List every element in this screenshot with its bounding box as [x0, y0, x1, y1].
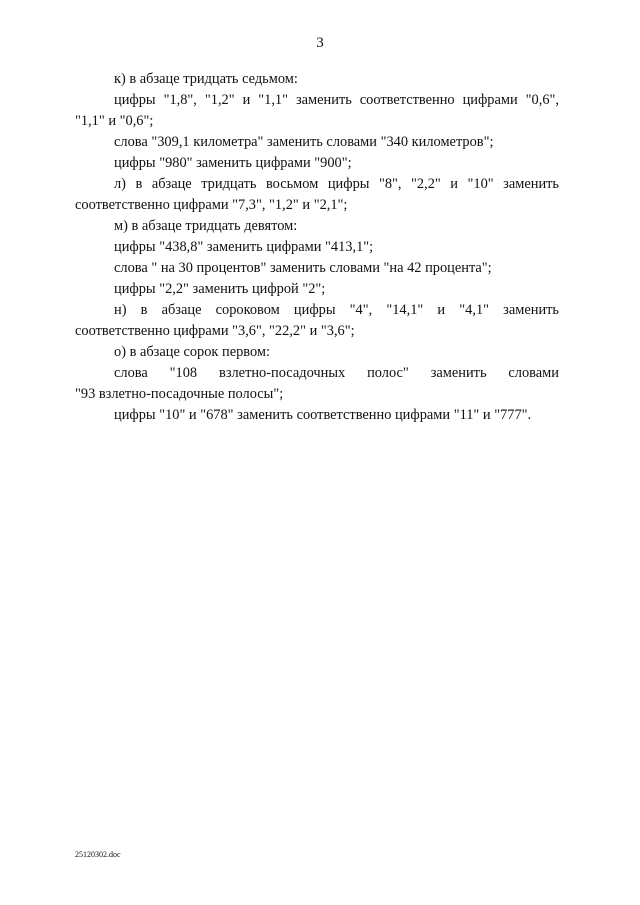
text-line-5: цифры "980" заменить цифрами "900";: [114, 155, 352, 171]
text-line-10: слова " на 30 процентов" заменить словами "на 42 процента";: [114, 260, 492, 276]
text-line-8: м) в абзаце тридцать девятом:: [114, 218, 298, 234]
text-line-14: о) в абзаце сорок первом:: [114, 344, 271, 360]
page-number: 3: [316, 35, 324, 51]
text-line-16: "93 взлетно-посадочные полосы";: [75, 386, 284, 402]
text-line-1: к) в абзаце тридцать седьмом:: [114, 71, 298, 87]
text-line-6: л) в абзаце тридцать восьмом цифры "8", "2,2" и "10" заменить: [114, 176, 559, 192]
text-line-2: цифры "1,8", "1,2" и "1,1" заменить соответственно цифрами "0,6",: [114, 92, 559, 108]
text-line-12: н) в абзаце сороковом цифры "4", "14,1" и "4,1" заменить: [114, 302, 559, 318]
text-line-17: цифры "10" и "678" заменить соответственно цифрами "11" и "777".: [114, 407, 532, 423]
text-line-13: соответственно цифрами "3,6", "22,2" и "3,6";: [75, 323, 355, 339]
text-line-15: слова "108 взлетно-посадочных полос" заменить словами: [114, 365, 559, 381]
text-line-7: соответственно цифрами "7,3", "1,2" и "2,1";: [75, 197, 348, 213]
text-line-3: "1,1" и "0,6";: [75, 113, 154, 129]
footer-filename: 25120302.doc: [75, 850, 121, 859]
text-line-4: слова "309,1 километра" заменить словами "340 километров";: [114, 134, 494, 150]
text-line-11: цифры "2,2" заменить цифрой "2";: [114, 281, 326, 297]
text-line-9: цифры "438,8" заменить цифрами "413,1";: [114, 239, 374, 255]
document-body: [75, 69, 559, 426]
